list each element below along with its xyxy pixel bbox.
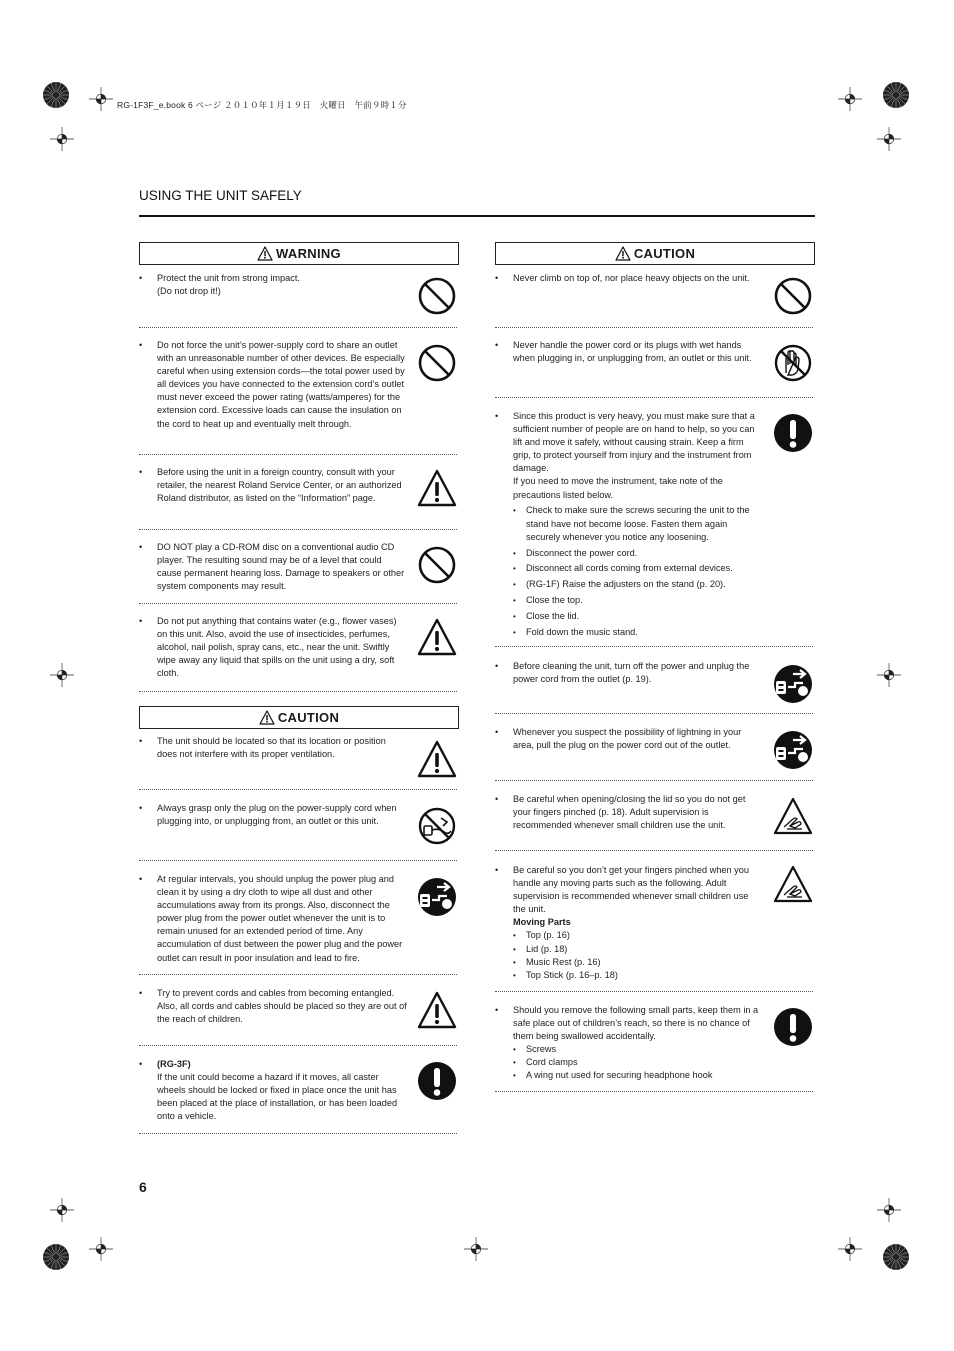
item-separator (139, 691, 457, 692)
prohibited-icon (417, 545, 457, 585)
section-title: USING THE UNIT SAFELY (139, 188, 302, 203)
item-separator (495, 991, 813, 992)
caution-banner-label: CAUTION (633, 246, 696, 261)
warning-triangle-icon (615, 246, 631, 261)
print-file-note: RG-1F3F_e.book 6 ページ ２０１０年１月１９日 火曜日 午前９時１分 (117, 100, 407, 110)
list-item: • Music Rest (p. 16) (513, 956, 763, 969)
warning-banner (139, 242, 459, 265)
registration-crosshair-icon (50, 127, 74, 151)
registration-crosshair-icon (89, 1237, 113, 1261)
no-wet-hands-icon (773, 343, 813, 383)
item-separator (139, 789, 457, 790)
list-item: • Disconnect all cords coming from external devices. (513, 562, 763, 575)
item-separator (139, 603, 457, 604)
mandatory-icon (773, 413, 813, 453)
unplug-icon (773, 664, 813, 704)
item-text: Before using the unit in a foreign country, consult with your retailer, the nearest Roland Service Center, or an authorized Roland distributor, as listed on the “Information” page. (157, 467, 402, 504)
item-separator (495, 397, 813, 398)
list-item: • A wing nut used for securing headphone hook (513, 1069, 763, 1082)
unplug-icon (417, 877, 457, 917)
item-text: (Do not drop it!) (157, 286, 221, 297)
caution-banner (139, 706, 459, 729)
warning-triangle-icon (259, 710, 275, 725)
mandatory-icon (417, 1061, 457, 1101)
prohibited-icon (417, 276, 457, 316)
item-separator (139, 974, 457, 975)
item-text: If the unit could become a hazard if it moves, all caster wheels should be locked or fixed in place once the unit has been placed at the place of installation, or has been loaded onto a vehicle. (157, 1072, 398, 1122)
item-text: Do not force the unit’s power-supply cord to share an outlet with an unreasonable number of other devices. Be especially careful when using extension cords—the total power used by all devices you have connected to the extension cord’s outlet must never exceed the power rating (watts/amperes) for the extension cord. Excessive loads can cause the insulation on the cord to heat up and eventually melt through. (157, 340, 405, 429)
item-text: DO NOT play a CD-ROM disc on a conventional audio CD player. The resulting sound may be of a level that could cause permanent hearing loss. Damage to speakers or other system components may result. (157, 542, 405, 592)
caution-triangle-icon (417, 468, 457, 508)
list-item: • Top (p. 16) (513, 929, 763, 942)
title-rule (139, 215, 815, 217)
item-text: At regular intervals, you should unplug the power plug and clean it by using a dry cloth to wipe all dust and other accumulations away from its prongs. Also, disconnect the power plug from the power outlet whenever the unit is to remain unused for an extended period of time. Any accumulation of dust between the power plug and the power outlet can result in poor insulation and lead to fire. (157, 874, 403, 963)
finger-pinch-icon (773, 796, 813, 836)
model-label: (RG-3F) (157, 1059, 191, 1069)
item-separator (495, 850, 813, 851)
moving-parts-label: Moving Parts (513, 917, 571, 928)
registration-crosshair-icon (877, 1198, 901, 1222)
item-separator (139, 327, 457, 328)
warning-triangle-icon (257, 246, 273, 261)
registration-crosshair-icon (838, 1237, 862, 1261)
mandatory-icon (773, 1007, 813, 1047)
item-text: Do not put anything that contains water (e.g., flower vases) on this unit. Also, avoid the use of insecticides, perfumes, alcohol, nail polish, spray cans, etc., near the unit. Swiftly wipe away any liquid that spills on the unit using a dry, soft cloth. (157, 616, 397, 679)
list-item: • Check to make sure the screws securing the unit to the stand have not become loose. Fasten them again securely whenever you notice any loosening. (513, 504, 763, 543)
item-text: Never handle the power cord or its plugs with wet hands when plugging in, or unplugging from, an outlet or this unit. (513, 340, 752, 364)
item-text: Before cleaning the unit, turn off the power and unplug the power cord from the outlet (p. 19). (513, 661, 750, 685)
item-separator (495, 327, 813, 328)
unplug-icon (773, 730, 813, 770)
list-item: • (RG-1F) Raise the adjusters on the stand (p. 20). (513, 578, 763, 591)
list-item: • Screws (513, 1043, 763, 1056)
item-separator (495, 1091, 813, 1092)
caution-triangle-icon (417, 617, 457, 657)
item-separator (139, 1045, 457, 1046)
item-separator (495, 713, 813, 714)
registration-crosshair-icon (89, 87, 113, 111)
caution-triangle-icon (417, 990, 457, 1030)
item-text: Should you remove the following small parts, keep them in a safe place out of children’s reach, so there is no chance of them being swallowed accidentally. (513, 1005, 759, 1042)
registration-starburst-icon (41, 1242, 71, 1272)
prohibited-icon (773, 276, 813, 316)
caution-banner-label: CAUTION (277, 710, 340, 725)
item-separator (139, 529, 457, 530)
right-column: CAUTION • Never climb on top of, nor place heavy objects on the unit. • Never handle the power cord or its plugs with wet hands when plugging in, or unplugging from, an outlet or this unit. • Since this product is very heavy, you must make sure that a sufficient number of people are on hand to help, so you can lift and move it safely, without causing strain. Keep a firm grip, to protect yourself from injury and the instrument from damage. If you need to move the instrument, take note of the precautions listed below. • Check to make sure the screws securing the unit to the stand have not become loose. Fasten them again securely whenever you notice any loosening. • Disconnect the power cord. • Disconnect all cords coming from external devices. • (RG-1F) Raise the adjusters on the stand (p. 20). • Close the top. • Close the lid. • Fold down the music stand. • Before cleaning the unit, turn off the power and unplug the power cord from the outlet (p. 19). • Whenever you suspect the possibility of lightning in your area, pull the plug on the power cord out of the outlet. • Be careful when opening/closing the lid so you do not get your fingers pinched (p. 18). Adult supervision is recommended whenever small children use the unit. • Be careful so you don’t get your fingers pinched when you handle any moving parts such as the following. Adult supervision is recommended whenever small children use the unit. Moving Parts • Top (p. 16) • Lid (p. 18) • Music Rest (p. 16) • Top Stick (p. 16–p. 18) • Should you remove the following small parts, keep them in a safe place out of children’s reach, so there is no chance of them being swallowed accidentally. • Screws • Cord clamps • A wing nut used for securing headphone hook (495, 242, 817, 1112)
list-item: • Close the lid. (513, 610, 763, 623)
item-separator (495, 646, 813, 647)
item-text: If you need to move the instrument, take note of the precautions listed below. (513, 476, 723, 500)
list-item: • Cord clamps (513, 1056, 763, 1069)
list-item: • Fold down the music stand. (513, 626, 763, 639)
registration-crosshair-icon (877, 663, 901, 687)
no-pull-cord-icon (417, 806, 457, 846)
registration-crosshair-icon (464, 1237, 488, 1261)
list-item: • Top Stick (p. 16–p. 18) (513, 969, 763, 982)
caution-triangle-icon (417, 739, 457, 779)
item-text: Be careful when opening/closing the lid so you do not get your fingers pinched (p. 18). Adult supervision is recommended whenever small children use the unit. (513, 794, 746, 831)
list-item: • Disconnect the power cord. (513, 547, 763, 560)
item-text: Since this product is very heavy, you must make sure that a sufficient number of people are on hand to help, so you can lift and move it safely, without causing strain. Keep a firm grip, to protect yourself from injury and the instrument from damage. (513, 411, 755, 474)
item-separator (139, 454, 457, 455)
registration-starburst-icon (41, 80, 71, 110)
registration-starburst-icon (881, 1242, 911, 1272)
list-item: • Lid (p. 18) (513, 943, 763, 956)
registration-starburst-icon (881, 80, 911, 110)
item-text: Try to prevent cords and cables from becoming entangled. Also, all cords and cables should be placed so they are out of the reach of children. (157, 988, 407, 1025)
item-text: Never climb on top of, nor place heavy objects on the unit. (513, 273, 750, 283)
finger-pinch-icon (773, 864, 813, 904)
item-text: Be careful so you don’t get your fingers pinched when you handle any moving parts such as the following. Adult supervision is recommended whenever small children use the unit. (513, 865, 749, 915)
item-separator (495, 780, 813, 781)
registration-crosshair-icon (877, 127, 901, 151)
left-column: WARNING • Protect the unit from strong impact. (Do not drop it!) • Do not force the unit’s power-supply cord to share an outlet with an unreasonable number of other devices. Be especially careful when using extension cords—the total power used by all devices you have connected to the extension cord’s outlet must never exceed the power rating (watts/amperes) for the extension cord. Excessive loads can cause the insulation on the cord to heat up and eventually melt through. • Before using the unit in a foreign country, consult with your retailer, the nearest Roland Service Center, or an authorized Roland distributor, as listed on the “Information” page. • DO NOT play a CD-ROM disc on a conventional audio CD player. The resulting sound may be of a level that could cause permanent hearing loss. Damage to speakers or other system components may result. • Do not put anything that contains water (e.g., flower vases) on this unit. Also, avoid the use of insecticides, perfumes, alcohol, nail polish, spray cans, etc., near the unit. Swiftly wipe away any liquid that spills on the unit using a dry, soft cloth. CAUTION • The unit should be located so that its location or position does not interfere with its proper ventilation. • Always grasp only the plug on the power-supply cord when plugging into, or unplugging from, an outlet or this unit. • At regular intervals, you should unplug the power plug and clean it by using a dry cloth to wipe all dust and other accumulations away from its prongs. Also, disconnect the power plug from the power outlet whenever the unit is to remain unused for an extended period of time. Any accumulation of dust between the power plug and the power outlet can result in poor insulation and lead to fire. • Try to prevent cords and cables from becoming entangled. Also, all cords and cables should be placed so they are out of the reach of children. • (RG-3F) If the unit could become a hazard if it moves, all caster wheels should be locked or fixed in place once the unit has been placed at the place of installation, or has been loaded onto a vehicle. (139, 242, 461, 1142)
prohibited-icon (417, 343, 457, 383)
registration-crosshair-icon (50, 663, 74, 687)
item-text: Protect the unit from strong impact. (157, 273, 300, 283)
item-text: The unit should be located so that its location or position does not interfere with its proper ventilation. (157, 736, 386, 760)
caution-banner (495, 242, 815, 265)
item-separator (139, 1133, 457, 1134)
item-text: Always grasp only the plug on the power-supply cord when plugging into, or unplugging from, an outlet or this unit. (157, 803, 397, 827)
page-number: 6 (139, 1179, 147, 1195)
item-text: Whenever you suspect the possibility of lightning in your area, pull the plug on the power cord out of the outlet. (513, 727, 742, 751)
item-separator (139, 860, 457, 861)
warning-banner-label: WARNING (276, 246, 341, 261)
list-item: • Close the top. (513, 594, 763, 607)
registration-crosshair-icon (838, 87, 862, 111)
registration-crosshair-icon (50, 1198, 74, 1222)
